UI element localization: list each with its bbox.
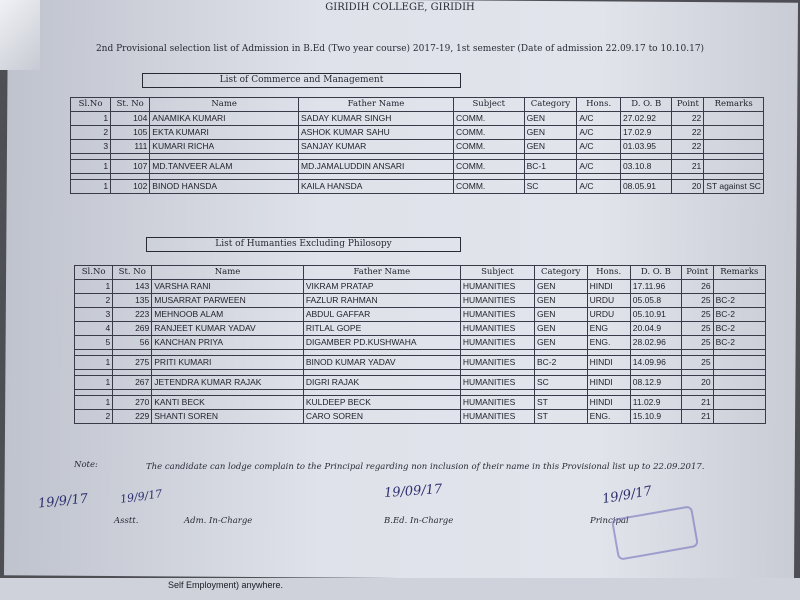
- section1-title: List of Commerce and Management: [142, 73, 461, 88]
- cell-sl: 4: [75, 322, 113, 336]
- cell-remarks: [713, 410, 765, 424]
- cell-name: KANCHAN PRIYA: [152, 336, 304, 350]
- cell-remarks: [704, 126, 764, 140]
- cell-hons: HINDI: [587, 280, 630, 294]
- cell-st: 135: [113, 294, 152, 308]
- cell-subject: HUMANITIES: [460, 308, 534, 322]
- cell-dob: 15.10.9: [630, 410, 681, 424]
- commerce-table: [70, 97, 764, 194]
- table-row: [71, 126, 764, 140]
- cell-dob: 17.11.96: [630, 280, 681, 294]
- cell-point: 20: [672, 180, 704, 194]
- cell-st: 269: [113, 322, 152, 336]
- cell-hons: A/C: [577, 160, 621, 174]
- cell-st: 267: [113, 376, 152, 390]
- underlying-page-text: Self Employment) anywhere.: [168, 580, 284, 590]
- cell-sl: 1: [71, 112, 111, 126]
- col-father: Father Name: [298, 98, 453, 112]
- cell-remarks: [704, 140, 764, 154]
- table-row: [75, 410, 766, 424]
- col-point: Point: [672, 98, 704, 112]
- cell-point: 22: [672, 112, 704, 126]
- cell-dob: 01.03.95: [620, 140, 672, 154]
- cell-remarks: [704, 112, 764, 126]
- table-header-row: [71, 98, 764, 112]
- cell-sl: 1: [75, 396, 113, 410]
- cell-hons: HINDI: [587, 376, 630, 390]
- cell-father: SADAY KUMAR SINGH: [298, 112, 453, 126]
- cell-name: VARSHA RANI: [152, 280, 304, 294]
- signature-date-2: 19/9/17: [119, 487, 164, 506]
- cell-subject: COMM.: [454, 160, 525, 174]
- cell-sl: 2: [71, 126, 111, 140]
- table-row: [75, 336, 766, 350]
- cell-st: 102: [111, 180, 150, 194]
- cell-point: 21: [681, 410, 713, 424]
- cell-st: 223: [113, 308, 152, 322]
- cell-dob: 05.10.91: [630, 308, 681, 322]
- college-title: GIRIDIH COLLEGE, GIRIDIH: [325, 2, 475, 13]
- cell-name: SHANTI SOREN: [152, 410, 304, 424]
- table-row: [75, 376, 766, 390]
- cell-name: KANTI BECK: [152, 396, 304, 410]
- cell-name: ANAMIKA KUMARI: [150, 112, 299, 126]
- cell-dob: 03.10.8: [620, 160, 672, 174]
- cell-hons: A/C: [577, 112, 621, 126]
- cell-dob: 28.02.96: [630, 336, 681, 350]
- col-name: Name: [152, 266, 304, 280]
- col-stno: St. No: [113, 266, 152, 280]
- cell-subject: HUMANITIES: [460, 280, 534, 294]
- signature-date-4: 19/9/17: [601, 483, 654, 508]
- table-row: [71, 180, 764, 194]
- cell-subject: COMM.: [454, 126, 525, 140]
- cell-subject: HUMANITIES: [460, 410, 534, 424]
- cell-hons: HINDI: [587, 356, 630, 370]
- table-row: [71, 112, 764, 126]
- cell-point: 25: [681, 308, 713, 322]
- cell-remarks: ST against SC: [704, 180, 764, 194]
- cell-hons: ENG: [587, 322, 630, 336]
- cell-sl: 2: [75, 294, 113, 308]
- cell-sl: 1: [75, 356, 113, 370]
- cell-father: BINOD KUMAR YADAV: [303, 356, 460, 370]
- cell-st: 143: [113, 280, 152, 294]
- col-stno: St. No: [111, 98, 150, 112]
- cell-remarks: BC-2: [713, 322, 765, 336]
- cell-category: GEN: [524, 140, 577, 154]
- cell-point: 25: [681, 336, 713, 350]
- cell-sl: 3: [71, 140, 111, 154]
- cell-category: BC-2: [534, 356, 587, 370]
- document-subtitle: 2nd Provisional selection list of Admission in B.Ed (Two year course) 2017-19, 1st semester (Date of admission 22.09.17 to 10.10.17): [95, 44, 705, 54]
- cell-dob: 08.12.9: [630, 376, 681, 390]
- cell-name: PRITI KUMARI: [152, 356, 304, 370]
- cell-subject: COMM.: [454, 112, 525, 126]
- cell-point: 22: [672, 140, 704, 154]
- cell-name: EKTA KUMARI: [150, 126, 299, 140]
- cell-remarks: [713, 280, 765, 294]
- signature-date-3: 19/09/17: [383, 481, 443, 502]
- cell-father: KAILA HANSDA: [298, 180, 453, 194]
- cell-point: 20: [681, 376, 713, 390]
- cell-remarks: [713, 376, 765, 390]
- table-row: [71, 140, 764, 154]
- cell-dob: 27.02.92: [620, 112, 672, 126]
- cell-sl: 1: [75, 280, 113, 294]
- cell-father: SANJAY KUMAR: [298, 140, 453, 154]
- cell-remarks: [704, 160, 764, 174]
- cell-hons: ENG.: [587, 336, 630, 350]
- cell-sl: 3: [75, 308, 113, 322]
- cell-hons: URDU: [587, 308, 630, 322]
- cell-sl: 2: [75, 410, 113, 424]
- table-row: [75, 396, 766, 410]
- cell-father: CARO SOREN: [303, 410, 460, 424]
- table-row: [75, 356, 766, 370]
- cell-subject: HUMANITIES: [460, 322, 534, 336]
- col-hons: Hons.: [587, 266, 630, 280]
- cell-father: ABDUL GAFFAR: [303, 308, 460, 322]
- humanities-table: [74, 265, 766, 424]
- cell-remarks: BC-2: [713, 336, 765, 350]
- cell-hons: ENG.: [587, 410, 630, 424]
- cell-father: MD.JAMALUDDIN ANSARI: [298, 160, 453, 174]
- cell-point: 21: [681, 396, 713, 410]
- cell-hons: A/C: [577, 140, 621, 154]
- cell-remarks: [713, 396, 765, 410]
- cell-category: GEN: [524, 126, 577, 140]
- cell-dob: 20.04.9: [630, 322, 681, 336]
- cell-point: 25: [681, 294, 713, 308]
- table-header-row: [75, 266, 766, 280]
- table-row: [75, 322, 766, 336]
- cell-remarks: BC-2: [713, 294, 765, 308]
- principal-label: Principal: [590, 516, 629, 526]
- cell-category: GEN: [524, 112, 577, 126]
- col-category: Category: [524, 98, 577, 112]
- section2-title: List of Humanties Excluding Philosopy: [146, 237, 461, 252]
- signature-date-1: 19/9/17: [37, 491, 89, 512]
- cell-father: FAZLUR RAHMAN: [303, 294, 460, 308]
- col-slno: Sl.No: [71, 98, 111, 112]
- cell-sl: 1: [75, 376, 113, 390]
- note-text: The candidate can lodge complain to the Principal regarding non inclusion of their name in this Provisional list up to 22.09.2017.: [146, 462, 705, 472]
- cell-hons: HINDI: [587, 396, 630, 410]
- cell-point: 22: [672, 126, 704, 140]
- cell-category: GEN: [534, 280, 587, 294]
- cell-name: RANJEET KUMAR YADAV: [152, 322, 304, 336]
- cell-point: 25: [681, 322, 713, 336]
- cell-st: 111: [111, 140, 150, 154]
- cell-father: DIGAMBER PD.KUSHWAHA: [303, 336, 460, 350]
- cell-st: 105: [111, 126, 150, 140]
- cell-hons: URDU: [587, 294, 630, 308]
- cell-category: GEN: [534, 294, 587, 308]
- table-row: [75, 294, 766, 308]
- cell-sl: 1: [71, 160, 111, 174]
- cell-st: 270: [113, 396, 152, 410]
- cell-name: BINOD HANSDA: [150, 180, 299, 194]
- cell-subject: COMM.: [454, 140, 525, 154]
- cell-remarks: BC-2: [713, 308, 765, 322]
- cell-sl: 5: [75, 336, 113, 350]
- cell-dob: 08.05.91: [620, 180, 672, 194]
- cell-father: DIGRI RAJAK: [303, 376, 460, 390]
- cell-father: RITLAL GOPE: [303, 322, 460, 336]
- bed-incharge-label: B.Ed. In-Charge: [384, 516, 454, 526]
- cell-hons: A/C: [577, 180, 621, 194]
- cell-category: ST: [534, 396, 587, 410]
- col-subject: Subject: [460, 266, 534, 280]
- cell-st: 107: [111, 160, 150, 174]
- col-father: Father Name: [303, 266, 460, 280]
- cell-dob: 05.05.8: [630, 294, 681, 308]
- table-row: [71, 160, 764, 174]
- cell-st: 275: [113, 356, 152, 370]
- table-row: [75, 280, 766, 294]
- cell-category: GEN: [534, 308, 587, 322]
- cell-name: JETENDRA KUMAR RAJAK: [152, 376, 304, 390]
- cell-category: GEN: [534, 336, 587, 350]
- cell-father: KULDEEP BECK: [303, 396, 460, 410]
- cell-point: 25: [681, 356, 713, 370]
- cell-category: SC: [534, 376, 587, 390]
- cell-subject: HUMANITIES: [460, 336, 534, 350]
- col-point: Point: [681, 266, 713, 280]
- cell-father: VIKRAM PRATAP: [303, 280, 460, 294]
- cell-category: BC-1: [524, 160, 577, 174]
- asstt-label: Asstt.: [114, 516, 139, 526]
- cell-category: SC: [524, 180, 577, 194]
- col-hons: Hons.: [577, 98, 621, 112]
- cell-point: 26: [681, 280, 713, 294]
- cell-point: 21: [672, 160, 704, 174]
- cell-st: 56: [113, 336, 152, 350]
- cell-name: MUSARRAT PARWEEN: [152, 294, 304, 308]
- cell-st: 104: [111, 112, 150, 126]
- cell-subject: HUMANITIES: [460, 376, 534, 390]
- cell-subject: HUMANITIES: [460, 396, 534, 410]
- cell-remarks: [713, 356, 765, 370]
- col-dob: D. O. B: [620, 98, 672, 112]
- cell-category: ST: [534, 410, 587, 424]
- cell-name: MD.TANVEER ALAM: [150, 160, 299, 174]
- note-label: Note:: [74, 460, 98, 470]
- cell-st: 229: [113, 410, 152, 424]
- cell-subject: HUMANITIES: [460, 294, 534, 308]
- col-category: Category: [534, 266, 587, 280]
- cell-hons: A/C: [577, 126, 621, 140]
- col-slno: Sl.No: [75, 266, 113, 280]
- cell-subject: COMM.: [454, 180, 525, 194]
- underlying-page: [0, 578, 800, 600]
- cell-dob: 14.09.96: [630, 356, 681, 370]
- cell-dob: 17.02.9: [620, 126, 672, 140]
- col-subject: Subject: [454, 98, 525, 112]
- cell-father: ASHOK KUMAR SAHU: [298, 126, 453, 140]
- cell-name: KUMARI RICHA: [150, 140, 299, 154]
- adm-incharge-label: Adm. In-Charge: [184, 516, 253, 526]
- cell-dob: 11.02.9: [630, 396, 681, 410]
- table-row: [75, 308, 766, 322]
- cell-sl: 1: [71, 180, 111, 194]
- cell-name: MEHNOOB ALAM: [152, 308, 304, 322]
- col-name: Name: [150, 98, 299, 112]
- cell-category: GEN: [534, 322, 587, 336]
- cell-subject: HUMANITIES: [460, 356, 534, 370]
- col-remarks: Remarks: [713, 266, 765, 280]
- col-dob: D. O. B: [630, 266, 681, 280]
- col-remarks: Remarks: [704, 98, 764, 112]
